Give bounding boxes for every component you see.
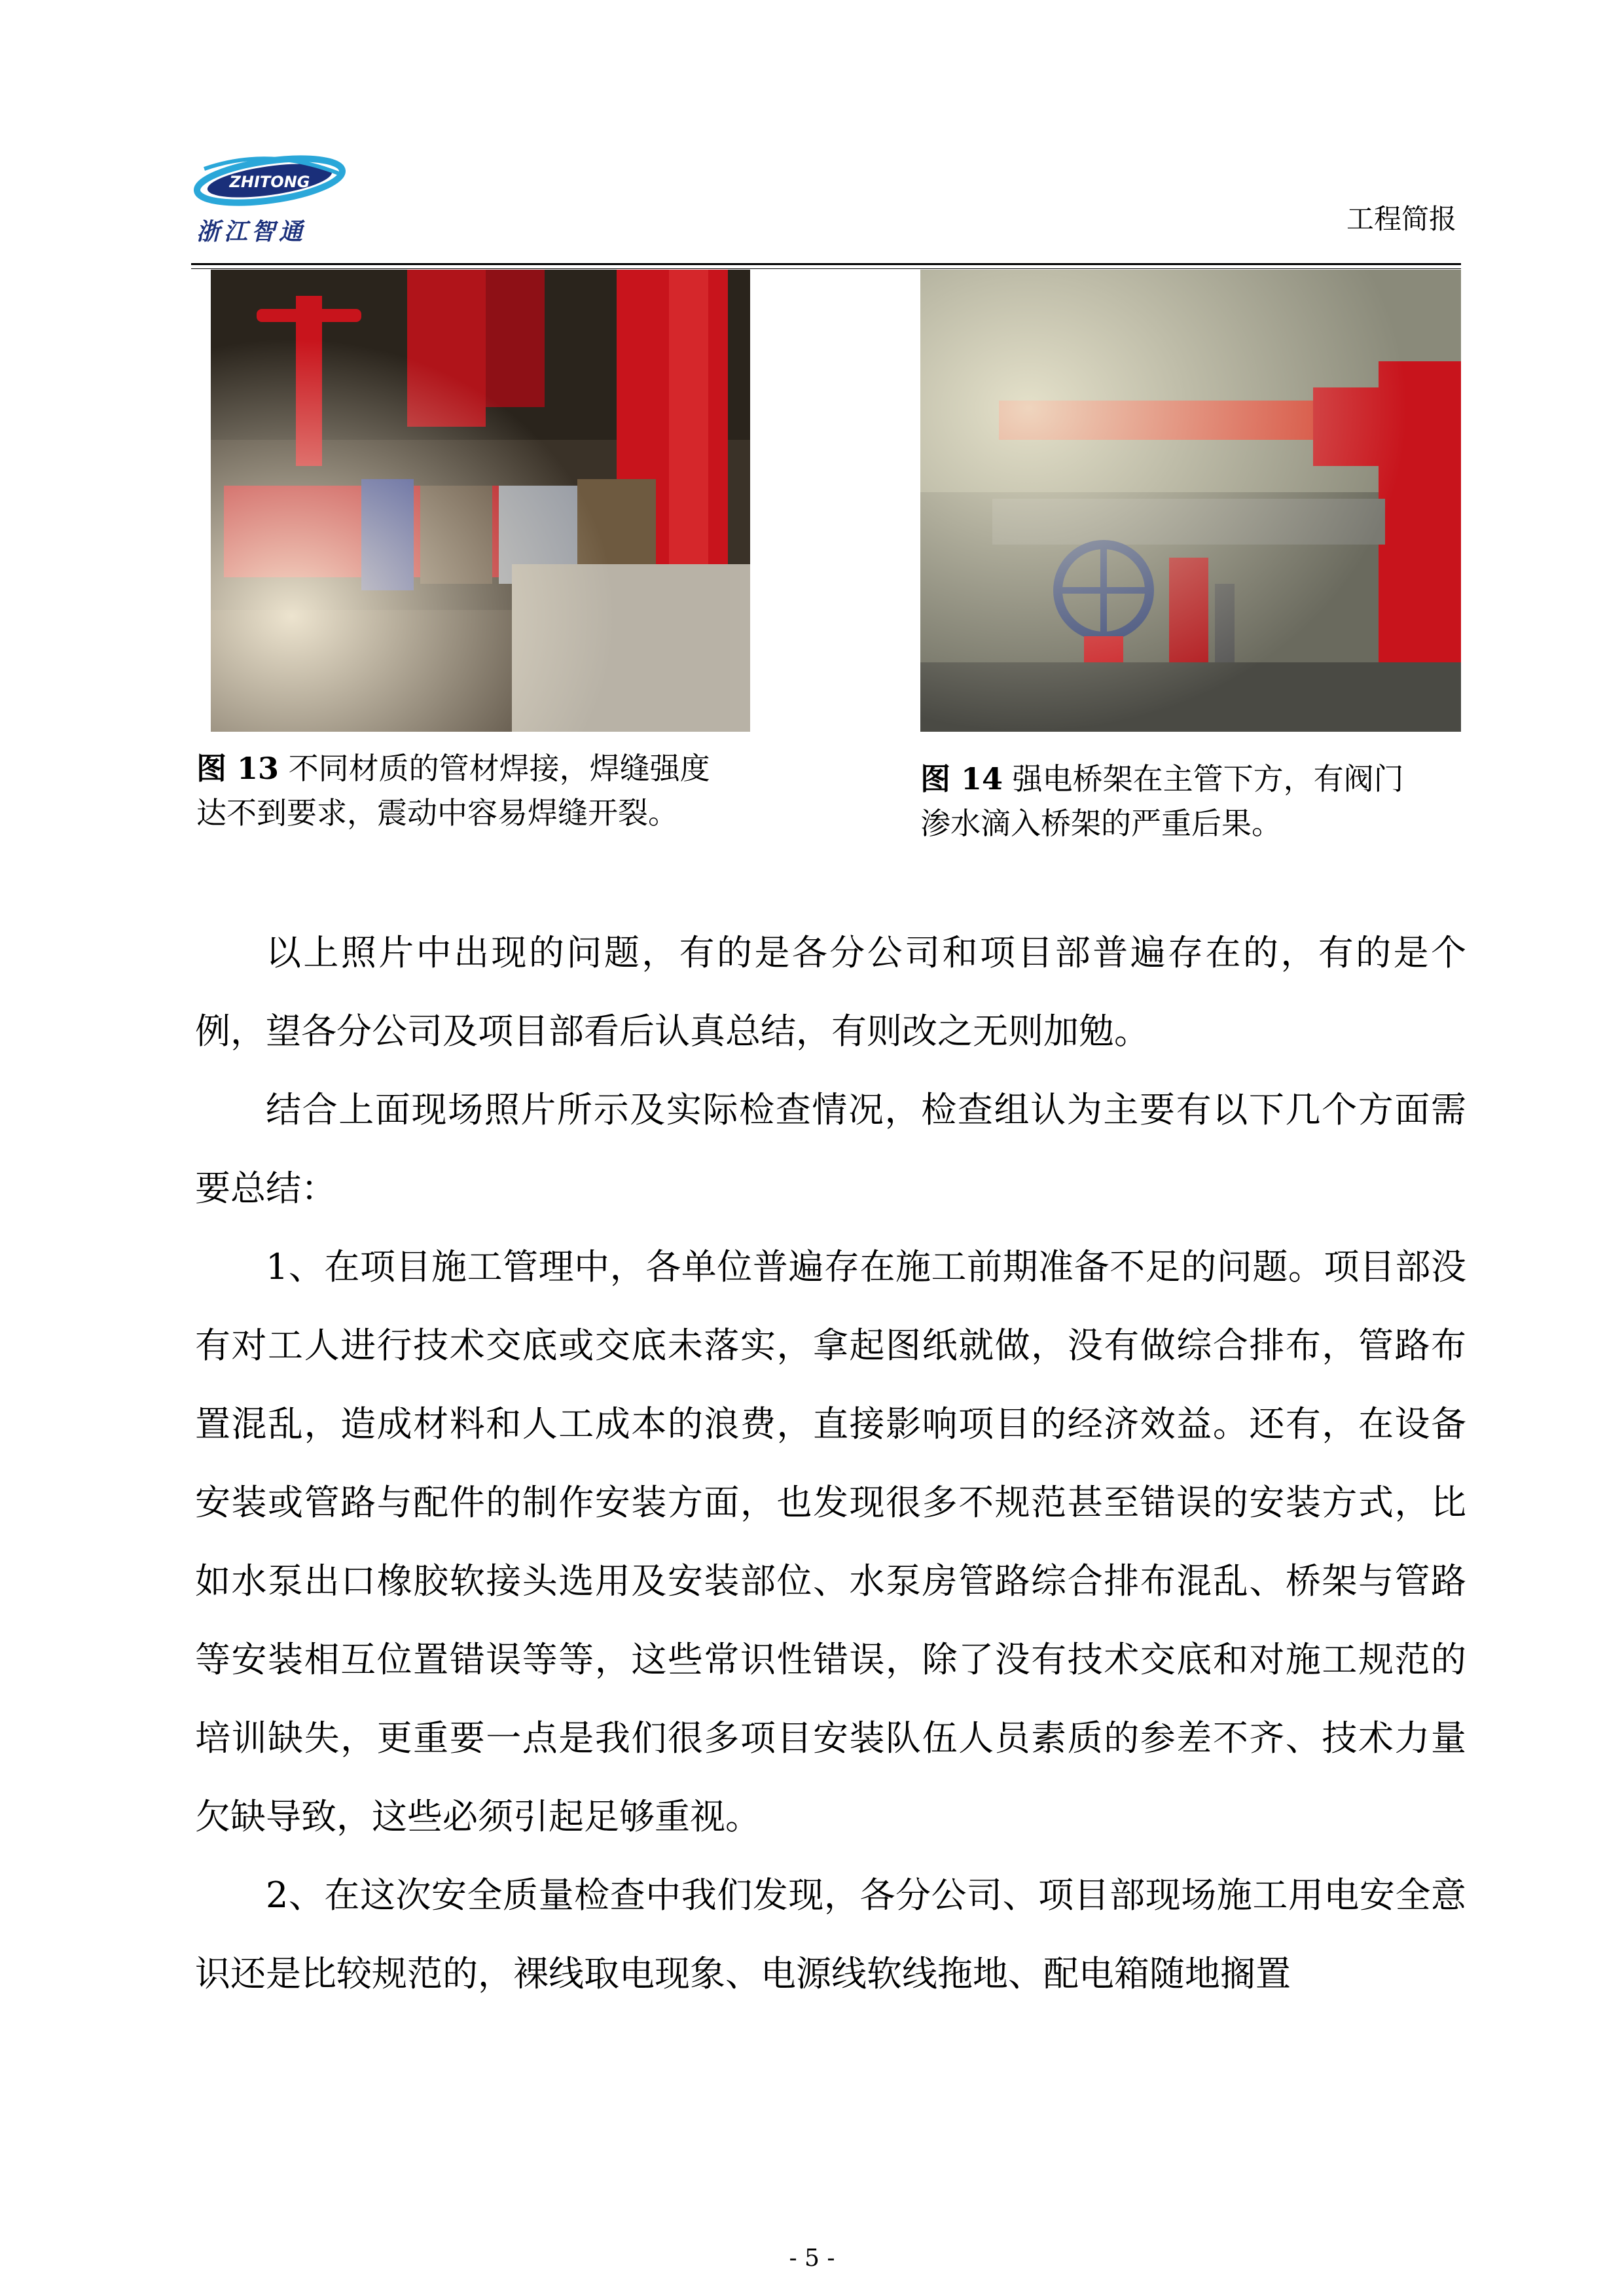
paragraph-point-1: 1、在项目施工管理中，各单位普遍存在施工前期准备不足的问题。项目部没有对工人进行技术交底或交底未落实，拿起图纸就做，没有做综合排布，管路布置混乱，造成材料和人工成本的浪费，直接影响项目的经济效益。还有，在设备安装或管路与配件的制作安装方面，也发现很多不规范甚至错误的安装方式，比如水泵出口橡胶软接头选用及安装部位、水泵房管路综合排布混乱、桥架与管路等安装相互位置错误等等，这些常识性错误，除了没有技术交底和对施工规范的培训缺失，更重要一点是我们很多项目安装队伍人员素质的参差不齐、技术力量欠缺导致，这些必须引起足够重视。	[195, 1246, 1466, 1837]
paragraph-summary-lead: 结合上面现场照片所示及实际检查情况，检查组认为主要有以下几个方面需要总结：	[195, 1089, 1466, 1209]
figure-14-caption	[920, 757, 1464, 846]
figure-14-caption-line1: 强电桥架在主管下方，有阀门	[1012, 761, 1404, 797]
logo-emblem-icon	[191, 149, 348, 215]
page-header-title: 工程简报	[1346, 203, 1456, 235]
header-divider-thin	[191, 268, 1461, 269]
header-divider	[191, 263, 1461, 265]
page-number: - 5 -	[789, 2245, 835, 2272]
figure-14-caption-line2: 渗水滴入桥架的严重后果。	[920, 806, 1282, 841]
company-logo	[191, 149, 348, 245]
paragraph-intro: 以上照片中出现的问题，有的是各分公司和项目部普遍存在的，有的是个例，望各分公司及项目部看后认真总结，有则改之无则加勉。	[195, 932, 1466, 1052]
figure-13-photo	[211, 270, 750, 732]
paragraph-point-2: 2、在这次安全质量检查中我们发现，各分公司、项目部现场施工用电安全意识还是比较规范的，裸线取电现象、电源线软线拖地、配电箱随地搁置	[195, 1874, 1466, 1994]
figure-13-caption-line1: 不同材质的管材焊接，焊缝强度	[288, 751, 710, 786]
logo-company-name: 浙江智通	[196, 218, 307, 245]
figure-13-caption	[196, 746, 759, 835]
body-text	[195, 914, 1466, 2013]
figure-13-caption-line2: 达不到要求，震动中容易焊缝开裂。	[196, 795, 678, 831]
figure-14-label: 图 14	[920, 761, 1003, 797]
figure-14-photo	[920, 270, 1461, 732]
figure-13-label: 图 13	[196, 751, 280, 786]
logo-wordmark: ZHITONG	[229, 173, 310, 191]
